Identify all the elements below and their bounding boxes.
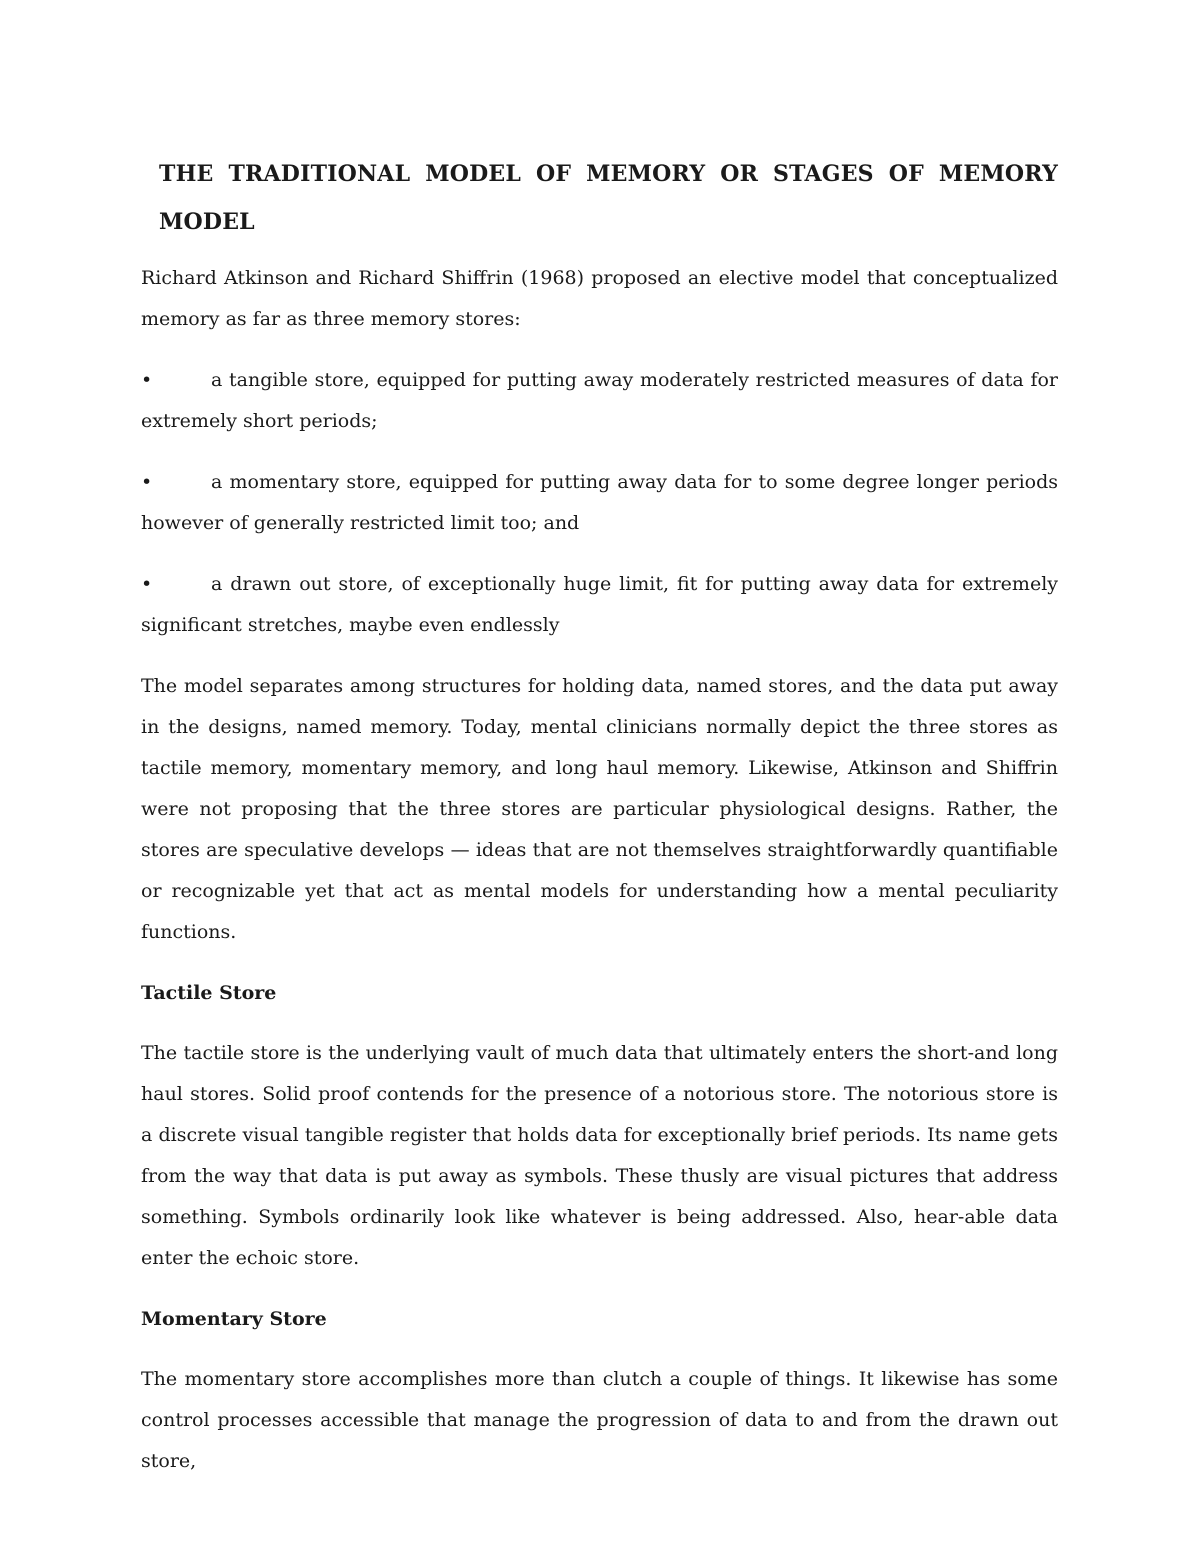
bullet-item [141,462,1058,544]
bullet-marker: • [141,573,153,595]
document-body [141,150,1058,1502]
bullet-item [141,564,1058,646]
bullet-marker: • [141,369,153,391]
bullet-text: a momentary store, equipped for putting away data for to some degree longer periods however of generally restricted limit too; and [141,471,1058,534]
bullet-text: a drawn out store, of exceptionally huge limit, fit for putting away data for extremely significant stretches, maybe even endlessly [141,573,1058,636]
section-heading-tactile-store: Tactile Store [141,982,277,1004]
section-text-tactile-store: The tactile store is the underlying vault of much data that ultimately enters the short-and long haul stores. Solid proof contends for the presence of a notorious store. The notorious store is a discrete visual tangible register that holds data for exceptionally brief periods. Its name gets from the way that data is put away as symbols. These thusly are visual pictures that address something. Symbols ordinarily look like whatever is being addressed. Also, hear-able data enter the echoic store. [141,1042,1058,1269]
intro-paragraph: Richard Atkinson and Richard Shiffrin (1968) proposed an elective model that conceptualized memory as far as three memory stores: [141,267,1058,330]
model-paragraph: The model separates among structures for holding data, named stores, and the data put away in the designs, named memory. Today, mental clinicians normally depict the three stores as tactile memory, momentary memory, and long haul memory. Likewise, Atkinson and Shiffrin were not proposing that the three stores are particular physiological designs. Rather, the stores are speculative develops — ideas that are not themselves straightforwardly quantifiable or recognizable yet that act as mental models for understanding how a mental peculiarity functions. [141,675,1058,943]
section-heading-momentary-store: Momentary Store [141,1308,327,1330]
bullet-text: a tangible store, equipped for putting away moderately restricted measures of data for extremely short periods; [141,369,1058,432]
bullet-marker: • [141,471,153,493]
bullet-item [141,360,1058,442]
document-title: THE TRADITIONAL MODEL OF MEMORY OR STAGES OF MEMORY MODEL [159,161,1058,235]
section-text-momentary-store: The momentary store accomplishes more than clutch a couple of things. It likewise has some control processes accessible that manage the progression of data to and from the drawn out store, [141,1368,1058,1472]
